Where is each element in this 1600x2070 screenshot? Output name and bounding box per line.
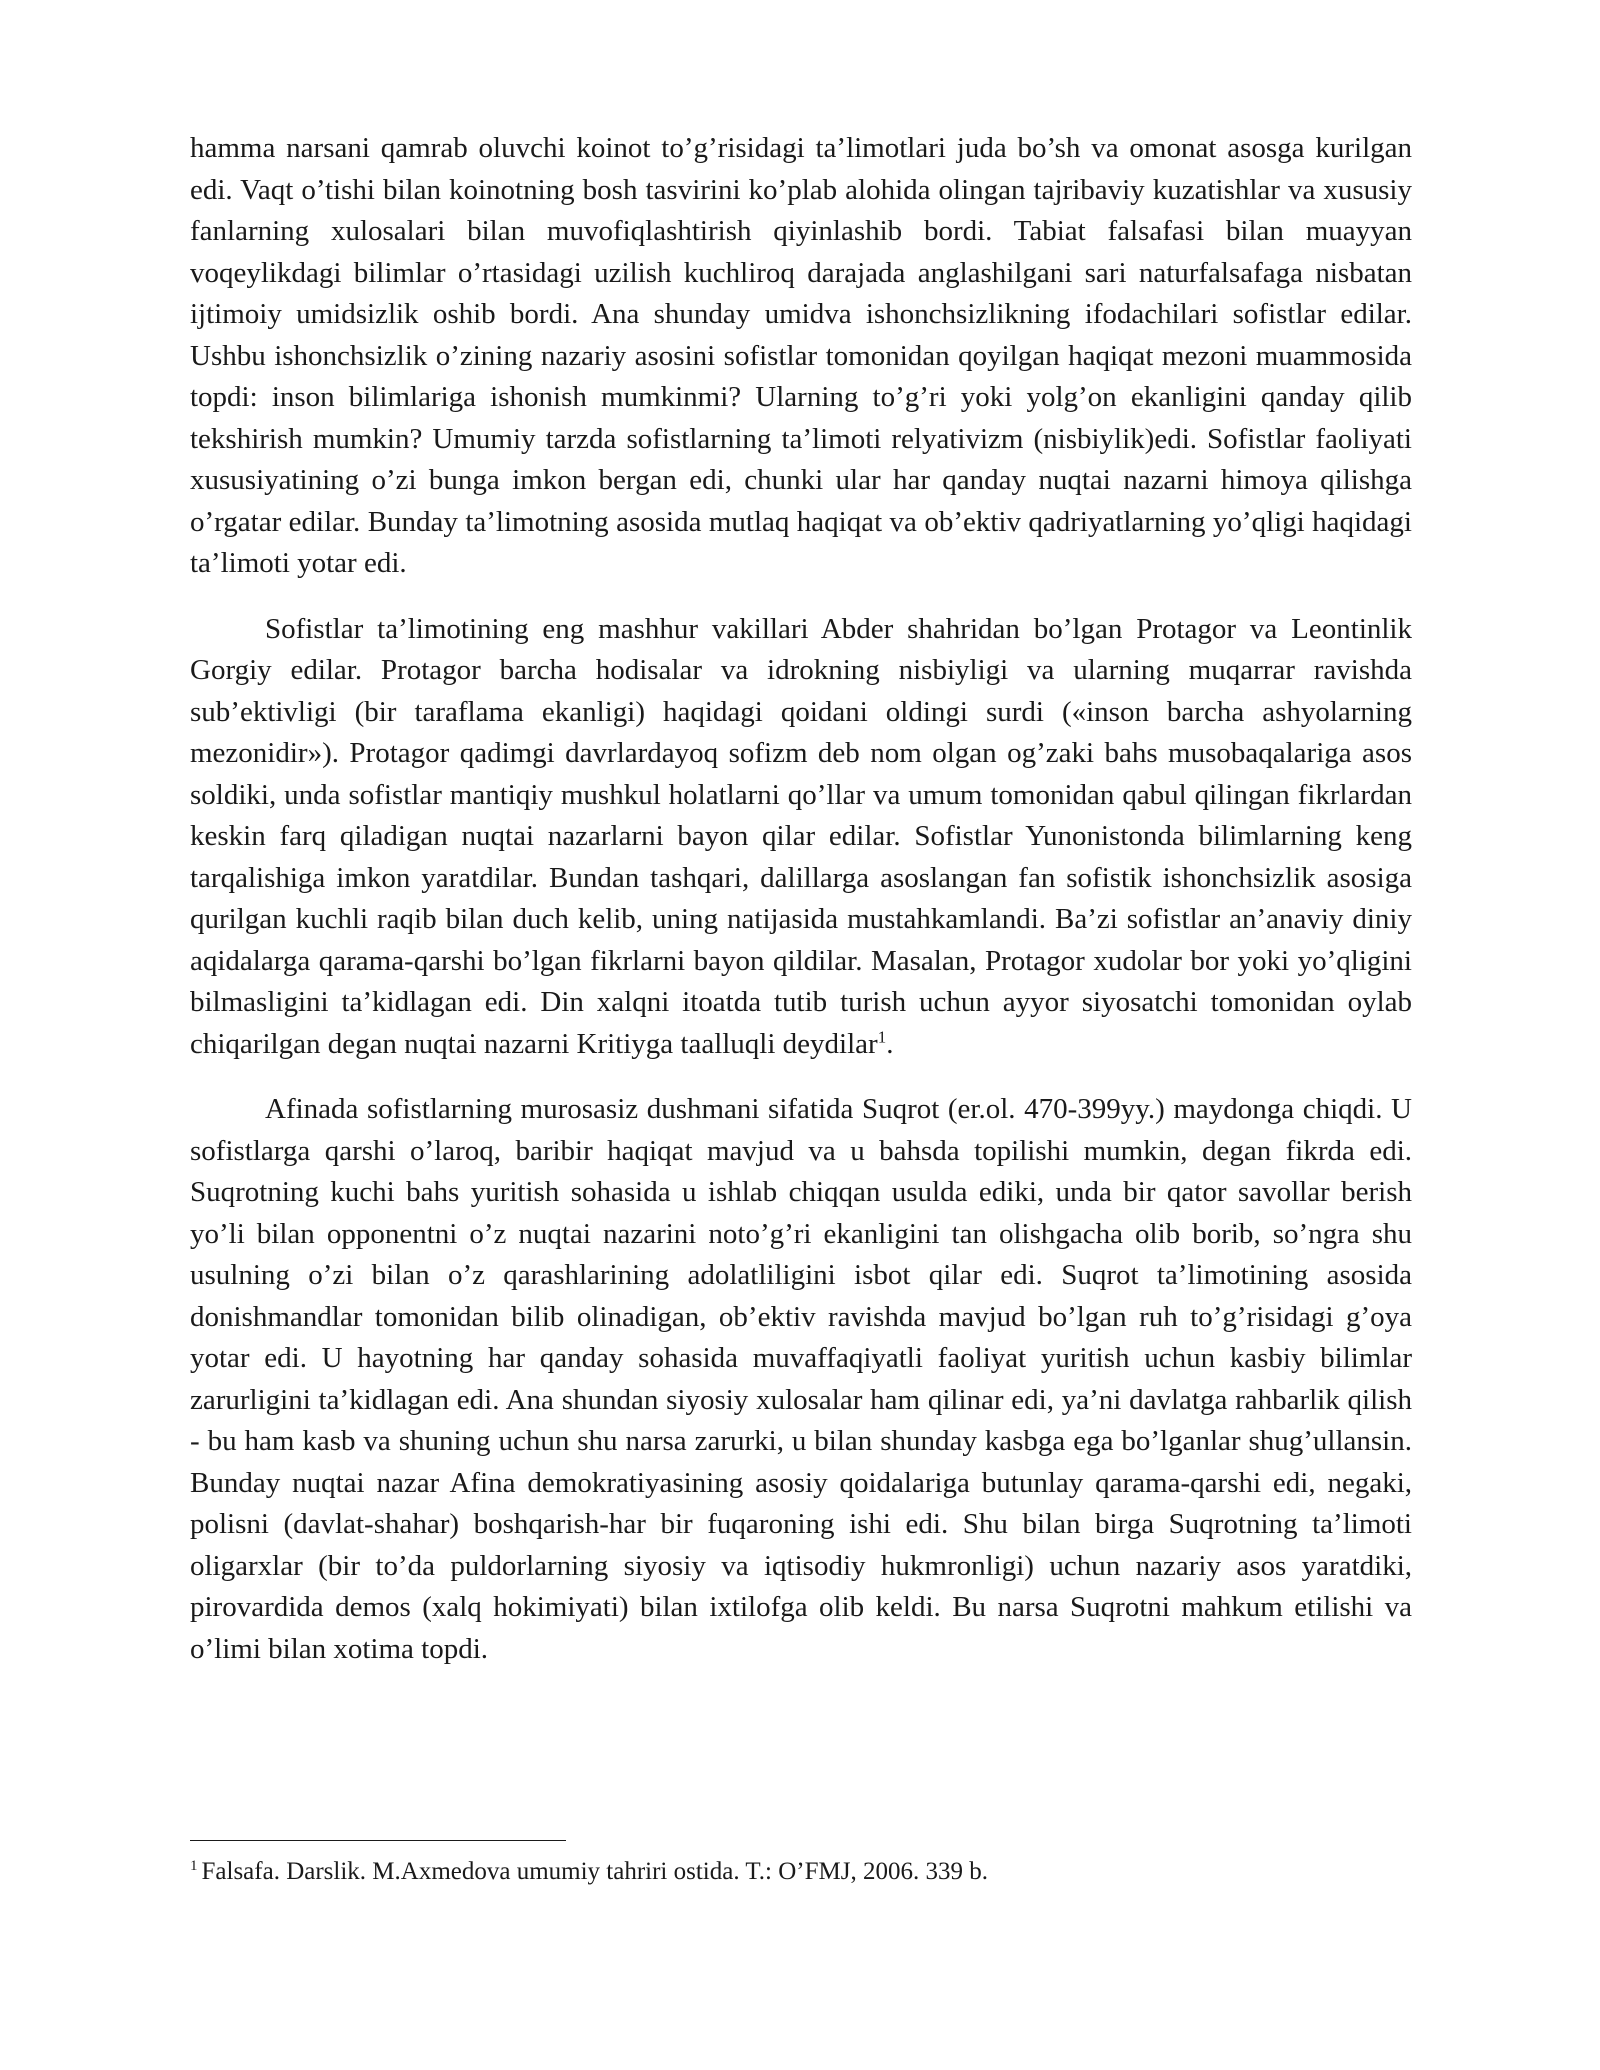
footnote-text: Falsafa. Darslik. M.Axmedova umumiy tahriri ostida. T.: O’FMJ, 2006. 339 b. xyxy=(201,1858,988,1885)
page-body xyxy=(190,128,1412,1670)
footnote-divider xyxy=(190,1840,566,1841)
paragraph-2-end: . xyxy=(886,1027,894,1060)
footnote-number: 1 xyxy=(190,1857,198,1874)
paragraph-3: Afinada sofistlarning murosasiz dushmani sifatida Suqrot (er.ol. 470-399yy.) maydonga chiqdi. U sofistlarga qarshi o’laroq, baribir haqiqat mavjud va u bahsda topilishi mumkin, degan fikrda edi. Suqrotning kuchi bahs yuritish sohasida u ishlab chiqqan usulda ediki, unda bir qator savollar berish yo’li bilan opponentni o’z nuqtai nazarini noto’g’ri ekanligini tan olishgacha olib borib, so’ngra shu usulning o’zi bilan o’z qarashlarining adolatliligini isbot qilar edi. Suqrot ta’limotining asosida donishmandlar tomonidan bilib olinadigan, ob’ektiv ravishda mavjud bo’lgan ruh to’g’risidagi g’oya yotar edi. U hayotning har qanday sohasida muvaffaqiyatli faoliyat yuritish uchun kasbiy bilimlar zarurligini ta’kidlagan edi. Ana shundan siyosiy xulosalar ham qilinar edi, ya’ni davlatga rahbarlik qilish - bu ham kasb va shuning uchun shu narsa zarurki, u bilan shunday kasbga ega bo’lganlar shug’ullansin. Bunday nuqtai nazar Afina demokratiyasining asosiy qoidalariga butunlay qarama-qarshi edi, negaki, polisni (davlat-shahar) boshqarish-har bir fuqaroning ishi edi. Shu bilan birga Suqrotning ta’limoti oligarxlar (bir to’da puldorlarning siyosiy va iqtisodiy hukmronligi) uchun nazariy asos yaratdiki, pirovardida demos (xalq hokimiyati) bilan ixtilofga olib keldi. Bu narsa Suqrotni mahkum etilishi va o’limi bilan xotima topdi. xyxy=(190,1093,1412,1665)
paragraph-1: hamma narsani qamrab oluvchi koinot to’g’risidagi ta’limotlari juda bo’sh va omonat asosga kurilgan edi. Vaqt o’tishi bilan koinotning bosh tasvirini ko’plab alohida olingan tajribaviy kuzatishlar va xususiy fanlarning xulosalari bilan muvofiqlashtirish qiyinlashib bordi. Tabiat falsafasi bilan muayyan voqeylikdagi bilimlar o’rtasidagi uzilish kuchliroq darajada anglashilgani sari naturfalsafaga nisbatan ijtimoiy umidsizlik oshib bordi. Ana shunday umidva ishonchsizlikning ifodachilari sofistlar edilar. Ushbu ishonchsizlik o’zining nazariy asosini sofistlar tomonidan qoyilgan haqiqat mezoni muammosida topdi: inson bilimlariga ishonish mumkinmi? Ularning to’g’ri yoki yolg’on ekanligini qanday qilib tekshirish mumkin? Umumiy tarzda sofistlarning ta’limoti relyativizm (nisbiylik)edi. Sofistlar faoliyati xususiyatining o’zi bunga imkon bergan edi, chunki ular har qanday nuqtai nazarni himoya qilishga o’rgatar edilar. Bunday ta’limotning asosida mutlaq haqiqat va ob’ektiv qadriyatlarning yo’qligi haqidagi ta’limoti yotar edi. xyxy=(190,132,1412,579)
paragraph-2-text: Sofistlar ta’limotining eng mashhur vakillari Abder shahridan bo’lgan Protagor va Leontinlik Gorgiy edilar. Protagor barcha hodisalar va idrokning nisbiyligi va ularning muqarrar ravishda sub’ektivligi (bir taraflama ekanligi) haqidagi qoidani oldingi surdi («inson barcha ashyolarning mezonidir»). Protagor qadimgi davrlardayoq sofizm deb nom olgan og’zaki bahs musobaqalariga asos soldiki, unda sofistlar mantiqiy mushkul holatlarni qo’llar va umum tomonidan qabul qilingan fikrlardan keskin farq qiladigan nuqtai nazarlarni bayon qilar edilar. Sofistlar Yunonistonda bilimlarning keng tarqalishiga imkon yaratdilar. Bundan tashqari, dalillarga asoslangan fan sofistik ishonchsizlik asosiga qurilgan kuchli raqib bilan duch kelib, uning natijasida mustahkamlandi. Ba’zi sofistlar an’anaviy diniy aqidalarga qarama-qarshi bo’lgan fikrlarni bayon qildilar. Masalan, Protagor xudolar bor yoki yo’qligini bilmasligini ta’kidlagan edi. Din xalqni itoatda tutib turish uchun ayyor siyosatchi tomonidan oylab chiqarilgan degan nuqtai nazarni Kritiyga taalluqli deydilar xyxy=(190,612,1412,1060)
footnote xyxy=(190,1855,1412,1889)
paragraph-2 xyxy=(190,609,1412,1066)
footnote-reference[interactable]: 1 xyxy=(877,1026,887,1046)
